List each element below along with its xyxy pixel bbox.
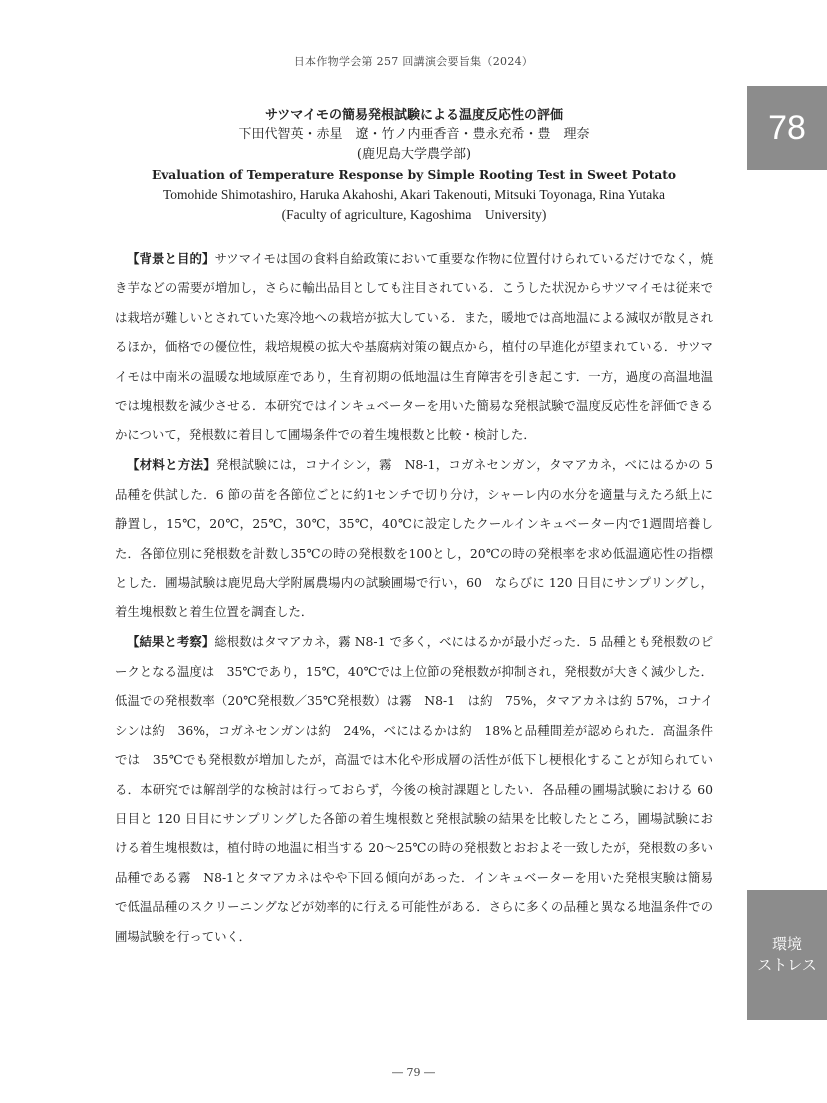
section-results — [115, 627, 713, 950]
running-head: 日本作物学会第 257 回講演会要旨集（2024） — [293, 55, 534, 68]
japanese-affiliation: (鹿児島大学農学部) — [356, 147, 472, 162]
section-background — [115, 244, 713, 450]
section-heading-background: 【背景と目的】 — [127, 251, 215, 266]
section-text-results: 総根数はタマアカネ，霧 N8-1 で多く，べにはるかが最小だった．5 品種とも発根数のピークとなる温度は 35℃であり，15℃，40℃では上位節の発根数が抑制され，発根数が大きく減少した．低温での発根数率（20℃発根数／35℃発根数）は霧 N8-1 は約 75%，タマアカネは約 57%，コナイシンは約 36%，コガネセンガンは約 24%，べにはるかは約 18%と品種間差が認められた．高温条件では 35℃でも発根数が増加したが，高温では木化や形成層の活性が低下し梗根化することが知られている．本研究では解剖学的な検討は行っておらず，今後の検討課題としたい．各品種の圃場試験における 60 日目と 120 日目にサンプリングした各節の着生塊根数と発根試験の結果を比較したところ，圃場試験における着生塊根数は，植付時の地温に相当する 20～25℃の時の発根数とおおよそ一致したが，発根数の多い品種である霧 N8-1とタマアカネはやや下回る傾向があった．インキュベーターを用いた発根実験は簡易で低温品種のスクリーニングなどが効率的に行える可能性がある．さらに多くの品種と異なる地温条件での圃場試験を行っていく． — [115, 634, 713, 944]
page-number: ― 79 ― — [392, 1066, 435, 1079]
section-heading-results: 【結果と考察】 — [127, 634, 215, 650]
japanese-title: サツマイモの簡易発根試験による温度反応性の評価 — [265, 108, 563, 123]
category-tab — [747, 890, 827, 1020]
title-block — [110, 106, 718, 225]
english-authors: Tomohide Shimotashiro, Haruka Akahoshi, Akari Takenouti, Mitsuki Toyonaga, Rina Yutaka — [163, 187, 665, 202]
section-text-background: サツマイモは国の食料自給政策において重要な作物に位置付けられているだけでなく，焼き芋などの需要が増加し，さらに輸出品目としても注目されている．こうした状況からサツマイモは従来では栽培が難しいとされていた寒冷地への栽培が拡大している．また，暖地では高地温による減収が散見されるほか，価格での優位性，栽培規模の拡大や基腐病対策の観点から，植付の早進化が望まれている．サツマイモは中南米の温暖な地域原産であり，生育初期の低地温は生育障害を引き起こす．一方，過度の高温地温では塊根数を減少させる．本研究ではインキュベーターを用いた簡易な発根試験で温度反応性を評価できるかについて，発根数に着目して圃場条件での着生塊根数と比較・検討した． — [115, 251, 714, 443]
abstract-number-tab: 78 — [747, 86, 827, 170]
section-text-methods: 発根試験には，コナイシン，霧 N8-1，コガネセンガン，タマアカネ，べにはるかの 5 品種を供試した．6 節の苗を各節位ごとに約1センチで切り分け，シャーレ内の水分を適量与えたろ紙上に静置し，15℃，20℃，25℃，30℃，35℃，40℃に設定したクールインキュベーター内で1週間培養した．各節位別に発根数を計数し35℃の時の発根数を100とし，20℃の時の発根率を求め低温適応性の指標とした．圃場試験は鹿児島大学附属農場内の試験圃場で行い，60 ならびに 120 日目にサンプリングし，着生塊根数と着生位置を調査した． — [115, 457, 714, 620]
section-heading-methods: 【材料と方法】 — [127, 457, 217, 473]
category-tab-line2: ストレス — [757, 956, 817, 974]
category-tab-line1: 環境 — [771, 935, 802, 953]
english-affiliation: (Faculty of agriculture, Kagoshima University) — [281, 207, 547, 222]
japanese-authors: 下田代智英・赤星 遼・竹ノ内亜香音・豊永充希・豊 理奈 — [238, 127, 590, 142]
english-title: Evaluation of Temperature Response by Simple Rooting Test in Sweet Potato — [151, 168, 677, 182]
abstract-body — [115, 244, 713, 952]
section-methods — [115, 450, 713, 626]
